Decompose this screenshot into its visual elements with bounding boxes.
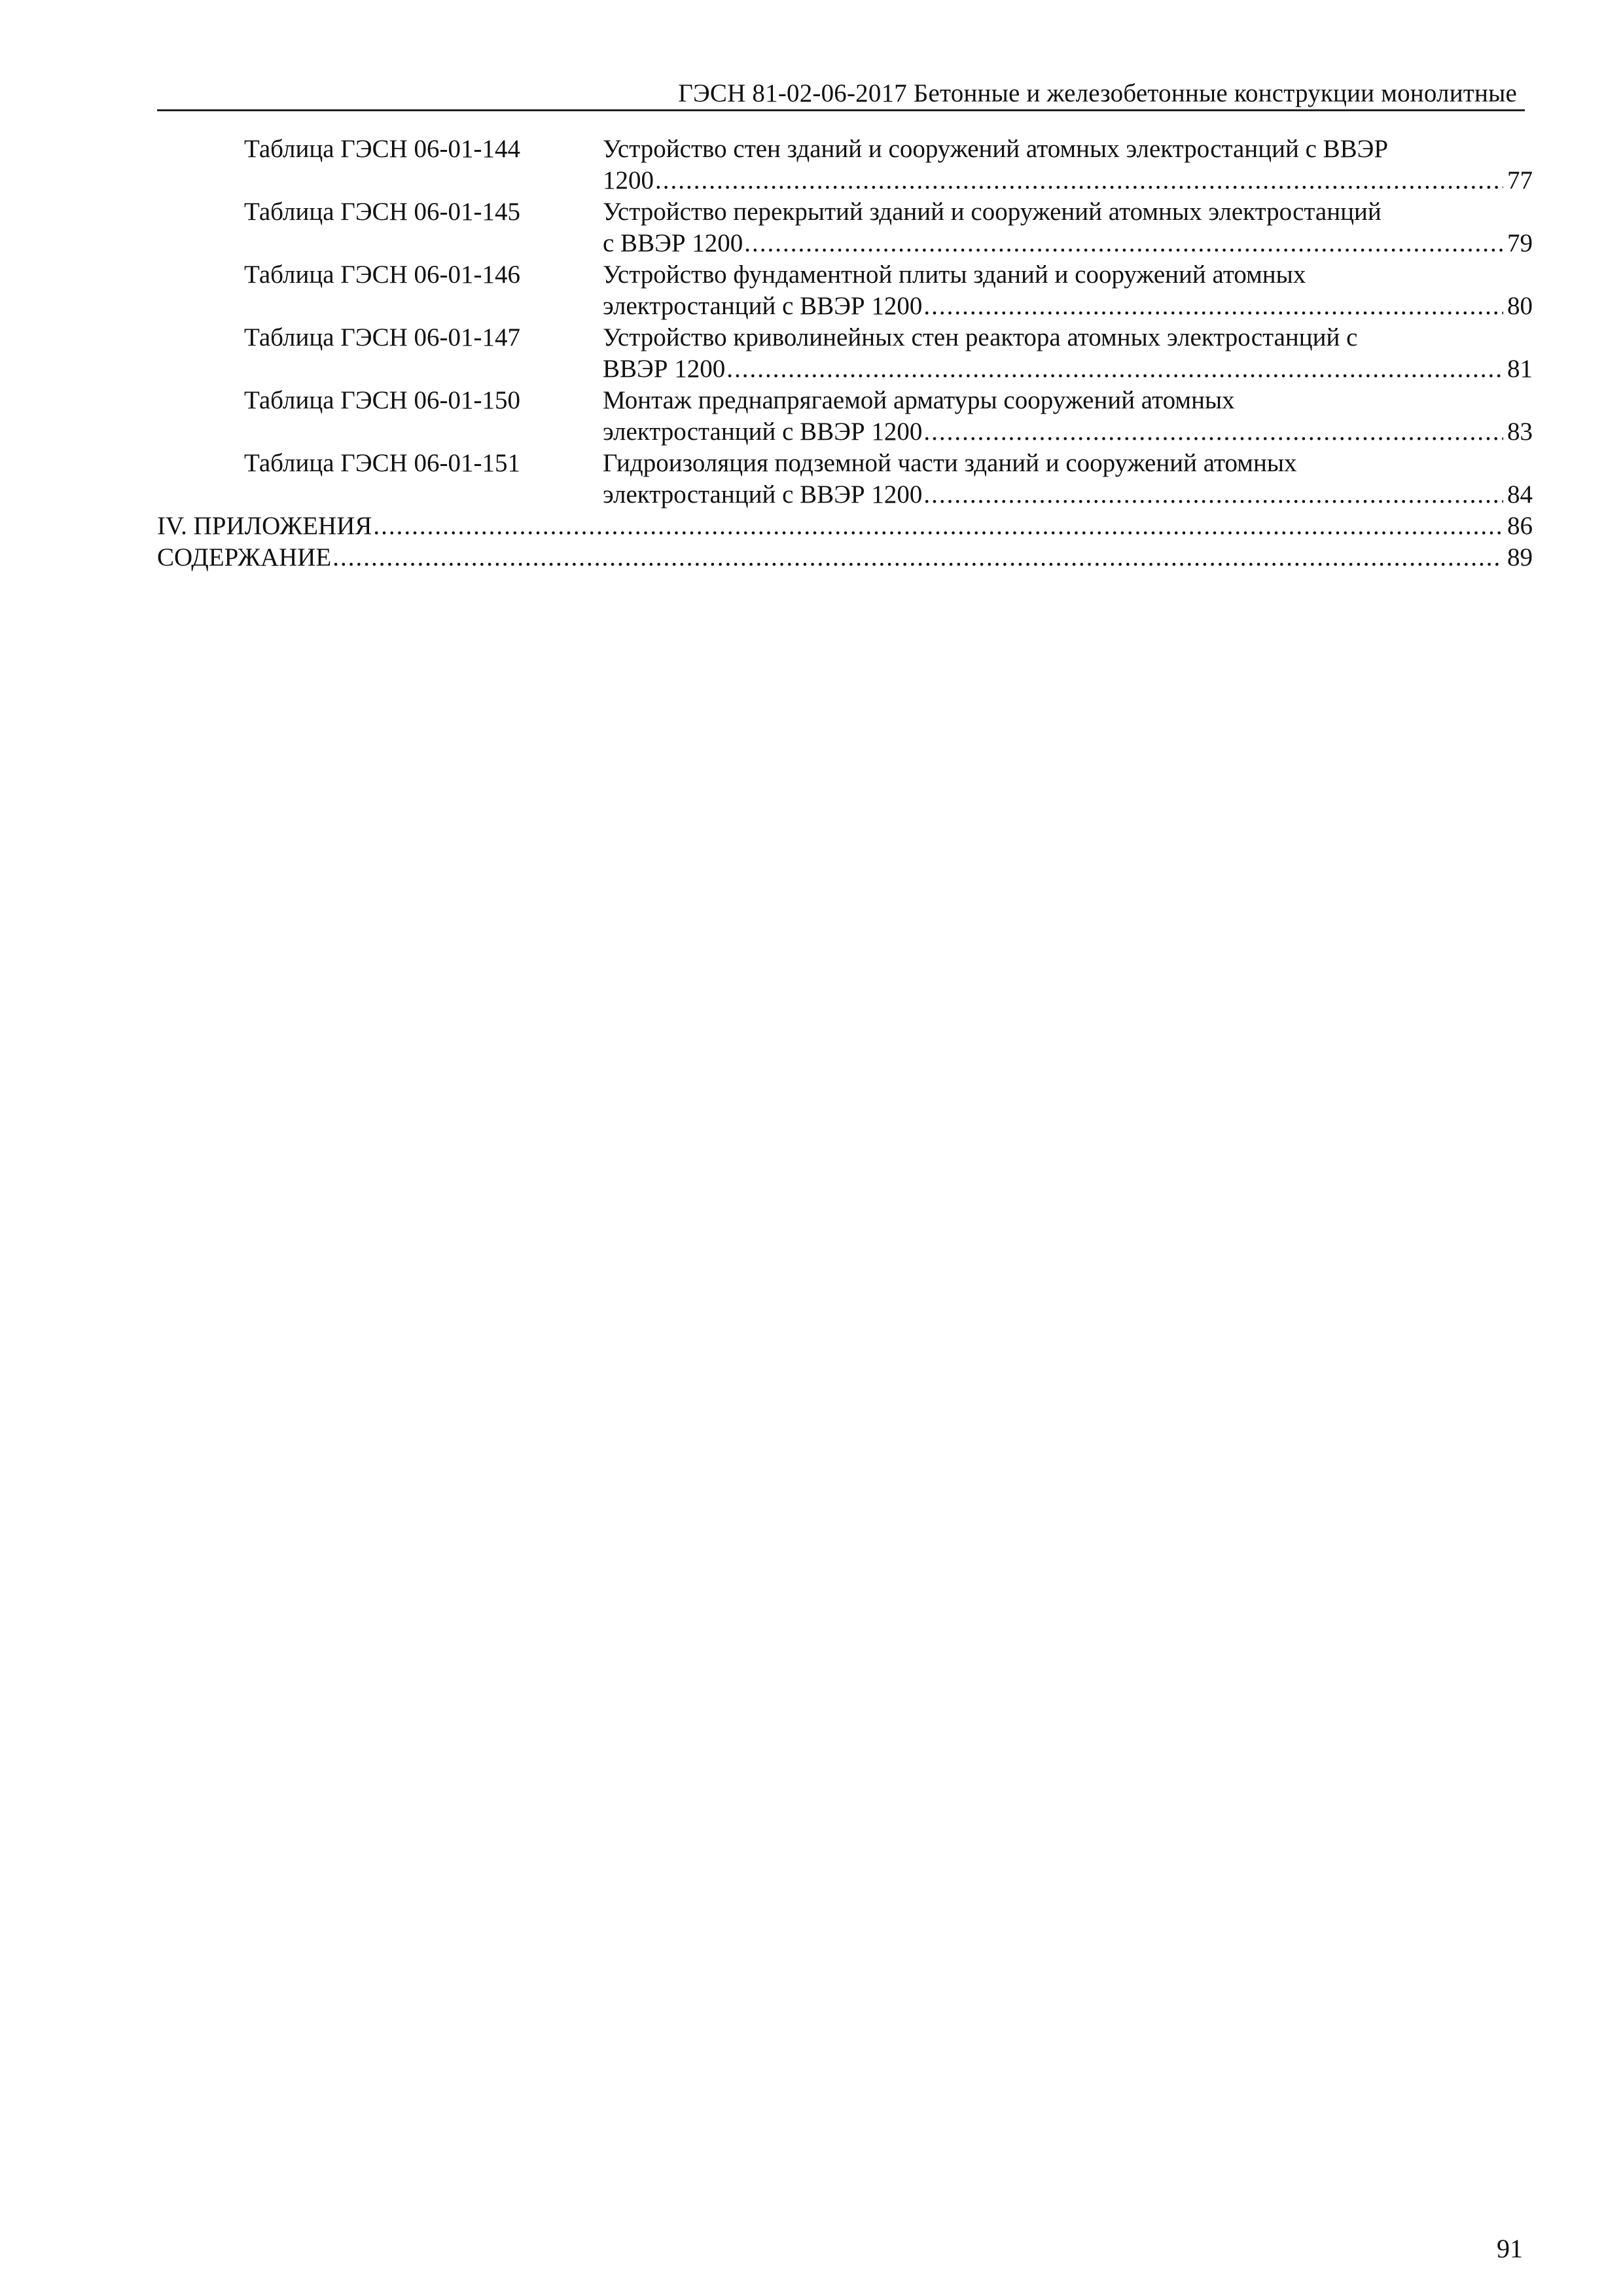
toc-entry[interactable] — [157, 385, 1533, 448]
dot-leader — [726, 353, 1503, 385]
toc-entry-description — [603, 196, 1533, 259]
table-of-contents — [157, 134, 1533, 573]
toc-entry-label: Таблица ГЭСН 06-01-150 — [244, 386, 520, 414]
toc-entry-description — [603, 448, 1533, 511]
toc-entry[interactable] — [157, 322, 1533, 385]
toc-entry-description — [603, 322, 1533, 385]
toc-page-number: 86 — [1507, 512, 1533, 540]
toc-entry-label: Таблица ГЭСН 06-01-147 — [244, 323, 520, 351]
toc-page-number: 80 — [1507, 292, 1533, 320]
toc-entry[interactable] — [157, 134, 1533, 196]
toc-entry-line: Устройство фундаментной плиты зданий и сооружений атомных — [603, 260, 1306, 289]
dot-leader — [923, 416, 1503, 448]
toc-entry-leader-line — [603, 291, 1533, 322]
toc-section-title: IV. ПРИЛОЖЕНИЯ — [157, 512, 372, 540]
toc-entry-line: Устройство перекрытий зданий и сооружений атомных электростанций — [603, 198, 1382, 226]
toc-entry-line: Гидроизоляция подземной части зданий и сооружений атомных — [603, 449, 1297, 477]
toc-section-title: СОДЕРЖАНИЕ — [157, 543, 332, 571]
toc-entry-line: с ВВЭР 1200 — [603, 229, 743, 257]
toc-page-number: 79 — [1507, 229, 1533, 257]
toc-entry-label: Таблица ГЭСН 06-01-144 — [244, 135, 520, 163]
toc-section-contents[interactable] — [157, 542, 1533, 573]
toc-entry-leader-line — [603, 165, 1533, 196]
toc-entry-description — [603, 385, 1533, 448]
running-header — [157, 72, 1525, 111]
toc-entry-line: ВВЭР 1200 — [603, 355, 726, 383]
toc-entry-line: 1200 — [603, 166, 654, 194]
toc-entry-line: электростанций с ВВЭР 1200 — [603, 480, 923, 509]
toc-page-number: 84 — [1507, 480, 1533, 509]
toc-entry-line: Устройство стен зданий и сооружений атомных электростанций с ВВЭР — [603, 135, 1389, 163]
dot-leader — [744, 228, 1503, 259]
page-number: 91 — [1497, 2234, 1523, 2263]
dot-leader — [373, 511, 1503, 542]
toc-page-number: 83 — [1507, 418, 1533, 446]
dot-leader — [655, 165, 1503, 196]
toc-page-number: 81 — [1507, 355, 1533, 383]
toc-entry-line: Устройство криволинейных стен реактора атомных электростанций с — [603, 323, 1358, 351]
dot-leader — [923, 291, 1503, 322]
toc-entry[interactable] — [157, 196, 1533, 259]
toc-entry[interactable] — [157, 448, 1533, 511]
dot-leader — [923, 479, 1503, 511]
toc-section-appendices[interactable] — [157, 511, 1533, 542]
toc-entry-line: электростанций с ВВЭР 1200 — [603, 418, 923, 446]
document-title: ГЭСН 81-02-06-2017 Бетонные и железобетонные конструкции монолитные — [678, 79, 1517, 107]
toc-entry-line: электростанций с ВВЭР 1200 — [603, 292, 923, 320]
dot-leader — [332, 542, 1503, 573]
toc-entry-line: Монтаж преднапрягаемой арматуры сооружений атомных — [603, 386, 1235, 414]
toc-entry[interactable] — [157, 259, 1533, 322]
toc-entry-description — [603, 134, 1533, 196]
toc-page-number: 77 — [1507, 166, 1533, 194]
toc-entry-label: Таблица ГЭСН 06-01-146 — [244, 260, 520, 289]
toc-entry-label: Таблица ГЭСН 06-01-145 — [244, 198, 520, 226]
toc-entry-leader-line — [603, 479, 1533, 511]
toc-entry-leader-line — [603, 353, 1533, 385]
toc-page-number: 89 — [1507, 543, 1533, 571]
toc-entry-description — [603, 259, 1533, 322]
toc-entry-label: Таблица ГЭСН 06-01-151 — [244, 449, 520, 477]
toc-entry-leader-line — [603, 416, 1533, 448]
toc-entry-leader-line — [603, 228, 1533, 259]
